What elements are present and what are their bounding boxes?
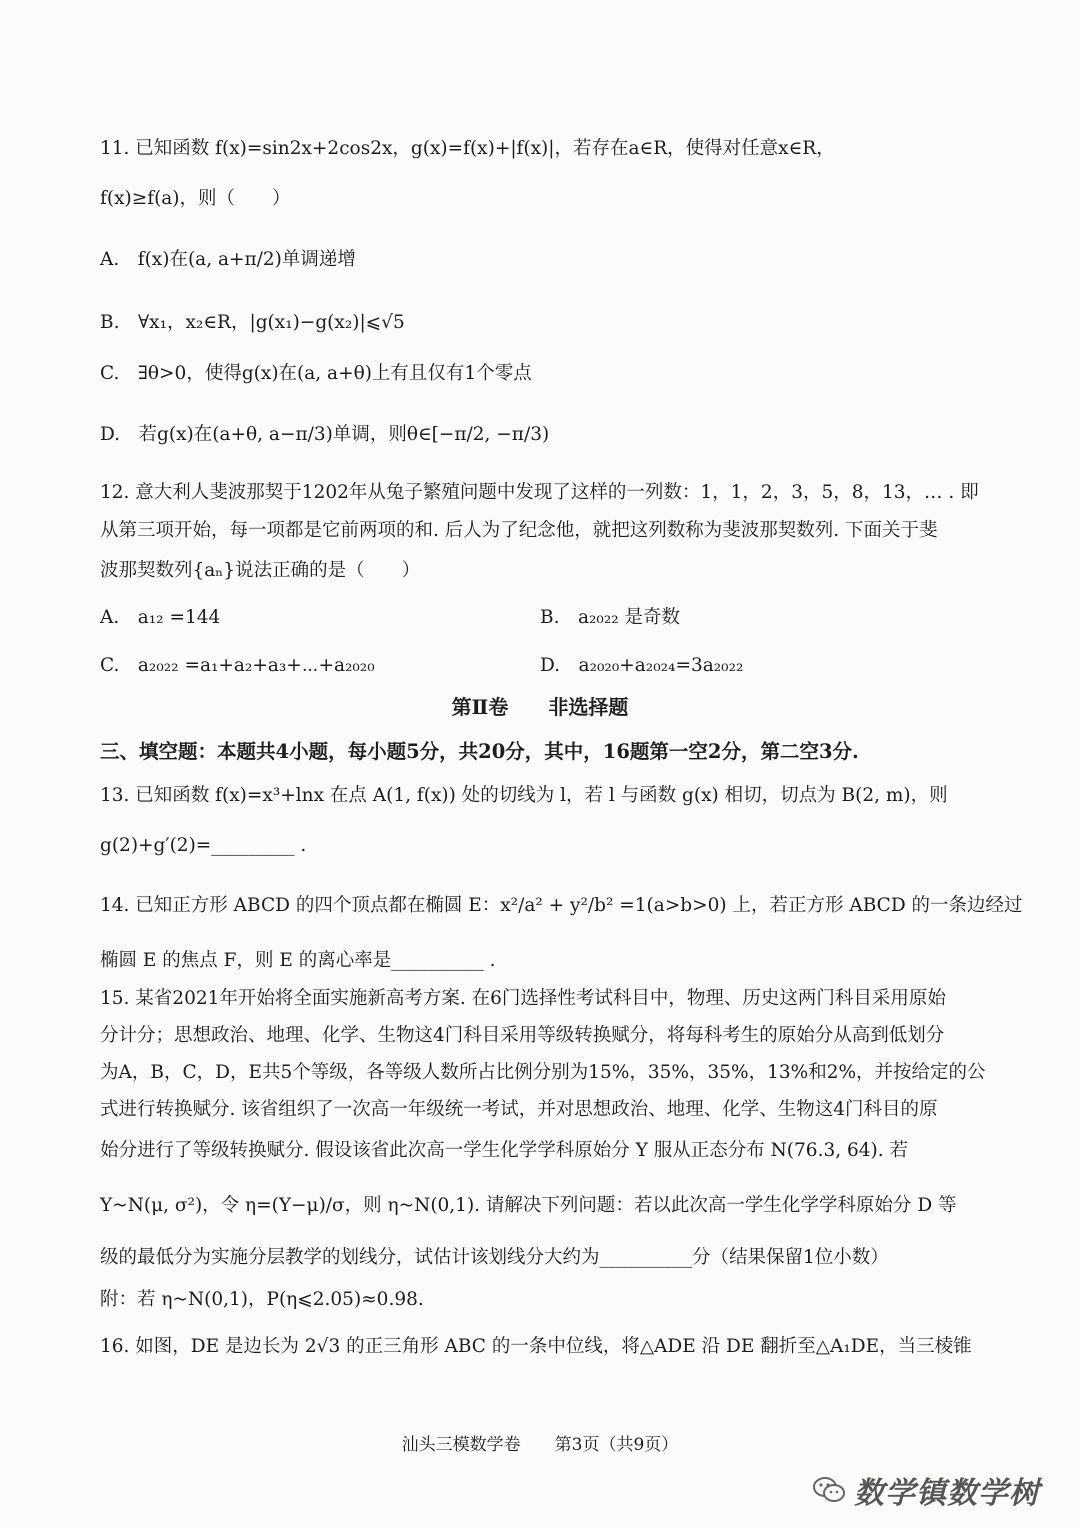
q16-line1: 16. 如图，DE 是边长为 2√3 的正三角形 ABC 的一条中位线，将△ADE 沿 DE 翻折至△A₁DE，当三棱锥 — [100, 1336, 972, 1357]
q15-line3: 为A，B，C，D，E共5个等级，各等级人数所占比例分别为15%，35%，35%，13%和2%，并按给定的公 — [100, 1062, 986, 1083]
q12-line2: 从第三项开始，每一项都是它前两项的和. 后人为了纪念他，就把这列数称为斐波那契数列. 下面关于斐 — [100, 520, 938, 541]
wechat-icon — [812, 1475, 846, 1505]
q13-line2: g(2)+g′(2)=_________ . — [100, 835, 307, 856]
q15-line5: 始分进行了等级转换赋分. 假设该省此次高一学生化学学科原始分 Y 服从正态分布 N(76.3, 64). 若 — [100, 1140, 908, 1161]
q15-line6: Y~N(μ, σ²)，令 η=(Y−μ)/σ，则 η~N(0,1). 请解决下列问题：若以此次高一学生化学学科原始分 D 等 — [100, 1195, 957, 1216]
q11-option-d: D. 若g(x)在(a+θ, a−π/3)单调，则θ∈[−π/2, −π/3) — [100, 424, 550, 445]
q14-line2: 椭圆 E 的焦点 F，则 E 的离心率是__________ . — [100, 950, 496, 971]
q15-line8: 附：若 η~N(0,1)，P(η⩽2.05)≈0.98. — [100, 1289, 424, 1310]
q11-option-c: C. ∃θ>0，使得g(x)在(a, a+θ)上有且仅有1个零点 — [100, 363, 532, 384]
q11-option-b: B. ∀x₁，x₂∈R，|g(x₁)−g(x₂)|⩽√5 — [100, 312, 405, 333]
q12-option-a: A. a₁₂ =144 — [100, 607, 221, 628]
q12-line1: 12. 意大利人斐波那契于1202年从兔子繁殖问题中发现了这样的一列数：1，1，2，3，5，8，13，… . 即 — [100, 482, 979, 503]
q11-option-a: A. f(x)在(a, a+π/2)单调递增 — [100, 249, 356, 270]
section3-heading: 三、填空题：本题共4小题，每小题5分，共20分，其中，16题第一空2分，第二空3分. — [100, 740, 859, 763]
q11-line2: f(x)≥f(a)，则（ ） — [100, 188, 291, 209]
q12-option-b: B. a₂₀₂₂ 是奇数 — [540, 607, 681, 628]
q12-option-d: D. a₂₀₂₀+a₂₀₂₄=3a₂₀₂₂ — [540, 655, 744, 676]
q13-line1: 13. 已知函数 f(x)=x³+lnx 在点 A(1, f(x)) 处的切线为 l，若 l 与函数 g(x) 相切，切点为 B(2, m)，则 — [100, 785, 948, 806]
q15-line2: 分计分；思想政治、地理、化学、生物这4门科目采用等级转换赋分，将每科考生的原始分从高到低划分 — [100, 1025, 945, 1046]
watermark — [812, 1468, 1040, 1512]
page-footer: 汕头三模数学卷 第3页（共9页） — [401, 1435, 679, 1455]
q15-line4: 式进行转换赋分. 该省组织了一次高一年级统一考试，并对思想政治、地理、化学、生物这4门科目的原 — [100, 1099, 938, 1120]
section2-title: 第Ⅱ卷 非选择题 — [451, 695, 629, 719]
q14-line1: 14. 已知正方形 ABCD 的四个顶点都在椭圆 E：x²/a² + y²/b² =1(a>b>0) 上，若正方形 ABCD 的一条边经过 — [100, 895, 1023, 916]
q11-line1: 11. 已知函数 f(x)=sin2x+2cos2x，g(x)=f(x)+|f(x)|，若存在a∈R，使得对任意x∈R， — [100, 138, 835, 159]
q15-line7: 级的最低分为实施分层教学的划线分，试估计该划线分大约为__________分（结果保留1位小数） — [100, 1247, 889, 1268]
q12-option-c: C. a₂₀₂₂ =a₁+a₂+a₃+⋯+a₂₀₂₀ — [100, 655, 375, 676]
watermark-text: 数学镇数学树 — [854, 1476, 1040, 1511]
q12-line3: 波那契数列{aₙ}说法正确的是（ ） — [100, 560, 421, 581]
q15-line1: 15. 某省2021年开始将全面实施新高考方案. 在6门选择性考试科目中，物理、历史这两门科目采用原始 — [100, 988, 946, 1009]
